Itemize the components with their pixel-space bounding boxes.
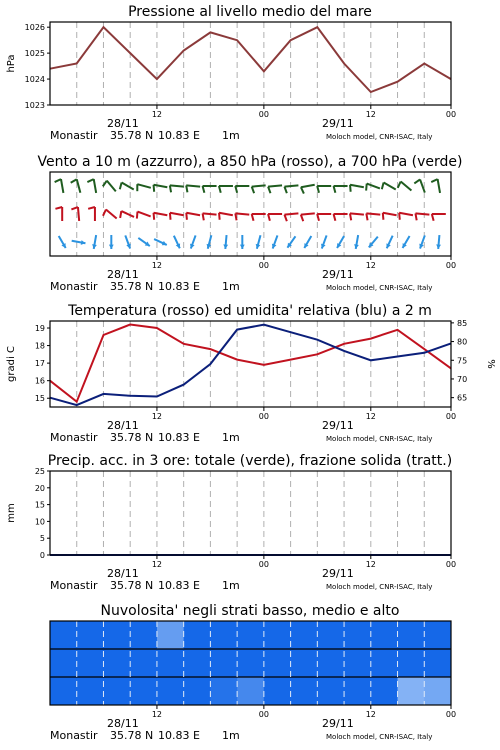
longitude: 10.83 E	[158, 579, 200, 592]
cloud-cell	[317, 677, 344, 705]
y-tick-label: 0	[39, 551, 45, 560]
barb-flag	[252, 187, 254, 194]
y-tick-label: 17	[34, 359, 45, 369]
arrow-head	[109, 245, 114, 249]
wind-barb	[203, 186, 217, 193]
model-credit: Moloch model, CNR-ISAC, Italy	[326, 733, 433, 741]
barb-flag	[154, 185, 155, 192]
barb-flag	[382, 183, 384, 190]
cloud-cell	[264, 649, 291, 677]
y-tick-label: 18	[34, 341, 45, 351]
panel-4	[50, 603, 456, 742]
model-credit: Moloch model, CNR-ISAC, Italy	[326, 284, 433, 292]
y-tick-label: 1025	[24, 49, 45, 59]
barb-flag	[87, 179, 93, 182]
barb-flag	[154, 213, 155, 220]
barb-flag	[268, 214, 270, 221]
barb-shaft	[121, 211, 134, 217]
barb-flag	[55, 179, 61, 182]
cloud-cell	[184, 621, 211, 649]
barb-flag	[120, 211, 121, 218]
location-name: Monastir	[50, 280, 98, 293]
cloud-cell	[317, 621, 344, 649]
date-label: 28/11	[107, 717, 139, 730]
wind-arrow	[240, 235, 245, 249]
cloud-cell	[50, 677, 77, 705]
barb-flag	[432, 214, 434, 221]
barb-flag	[414, 179, 420, 183]
cloud-cell	[130, 649, 157, 677]
y-tick-label: 16	[34, 376, 45, 386]
wind-barb	[432, 214, 446, 221]
barb-shaft	[61, 179, 63, 193]
y-axis-label: mm	[6, 503, 17, 523]
y-axis-label: hPa	[6, 54, 17, 73]
y-tick-label-right: 65	[457, 393, 468, 403]
cloud-cell	[157, 649, 184, 677]
location-name: Monastir	[50, 129, 98, 142]
wind-barb	[366, 213, 380, 220]
cloud-cell	[371, 677, 398, 705]
x-tick-label: 12	[151, 261, 163, 270]
cloud-cell	[344, 621, 371, 649]
barb-shaft	[154, 185, 168, 187]
wind-barb	[137, 184, 151, 191]
wind-barb	[88, 207, 95, 221]
wind-arrow	[190, 235, 196, 248]
barb-flag	[120, 183, 122, 190]
cloud-cell	[291, 621, 318, 649]
barb-shaft	[350, 213, 364, 214]
barb-flag	[103, 210, 106, 216]
barb-shaft	[401, 182, 412, 191]
barb-flag	[170, 213, 171, 220]
arrow-head	[436, 244, 441, 249]
cloud-cell	[157, 677, 184, 705]
y-tick-label-right: 75	[457, 356, 468, 366]
cloud-cell	[237, 621, 264, 649]
barb-shaft	[301, 213, 315, 214]
wind-barb	[170, 185, 184, 192]
date-label: 28/11	[107, 419, 139, 432]
x-tick-label: 00	[258, 412, 269, 421]
barb-shaft	[94, 179, 96, 193]
cloud-cell	[424, 677, 451, 705]
x-tick-label: 12	[365, 710, 376, 719]
elevation: 1m	[222, 729, 240, 742]
location-name: Monastir	[50, 579, 98, 592]
barb-flag	[268, 187, 270, 194]
cloud-cell	[77, 621, 104, 649]
x-tick-label: 12	[151, 412, 163, 421]
wind-barb	[431, 179, 440, 193]
barb-shaft	[268, 185, 282, 186]
wind-barb	[186, 213, 200, 220]
model-credit: Moloch model, CNR-ISAC, Italy	[326, 435, 433, 443]
cloud-cell	[184, 677, 211, 705]
panel-title: Precip. acc. in 3 ore: totale (verde), frazione solida (tratt.)	[47, 453, 453, 469]
y-tick-label: 20	[34, 483, 45, 493]
x-tick-label: 12	[151, 110, 163, 119]
y-axis-label: gradi C	[6, 346, 17, 382]
wind-arrow	[386, 236, 392, 249]
barb-flag	[334, 214, 336, 221]
y-tick-label: 1023	[24, 101, 45, 110]
wind-barb	[382, 183, 396, 190]
cloud-cell	[371, 621, 398, 649]
barb-shaft	[137, 184, 151, 188]
barb-shaft	[284, 213, 298, 214]
barb-flag	[252, 214, 254, 221]
barb-shaft	[77, 179, 81, 193]
barb-shaft	[78, 207, 79, 221]
barb-flag	[170, 185, 171, 192]
cloud-cell	[264, 621, 291, 649]
wind-barb	[317, 214, 331, 221]
panel-title: Temperatura (rosso) ed umidita' relativa (blu) a 2 m	[68, 303, 432, 319]
wind-barb	[399, 213, 413, 220]
barb-shaft	[252, 185, 266, 186]
panel-2	[6, 303, 496, 444]
panel-1	[37, 154, 462, 293]
x-tick-label: 12	[365, 261, 376, 270]
barb-flag	[317, 214, 319, 221]
x-tick-label: 00	[258, 710, 269, 719]
date-label: 29/11	[322, 717, 354, 730]
latitude: 35.78 N	[110, 280, 154, 293]
date-label: 28/11	[107, 268, 139, 281]
cloud-cell	[291, 677, 318, 705]
barb-flag	[350, 213, 351, 220]
wind-arrow	[354, 235, 359, 249]
wind-arrow	[59, 236, 66, 248]
barb-flag	[88, 207, 95, 209]
wind-barb	[71, 179, 81, 193]
cloud-cell	[130, 677, 157, 705]
latitude: 35.78 N	[110, 431, 154, 444]
barb-shaft	[284, 185, 298, 186]
y-axis-label-right: %	[485, 359, 496, 369]
y-tick-label-right: 85	[457, 318, 468, 328]
barb-flag	[350, 185, 351, 192]
y-tick-label: 1024	[24, 75, 45, 85]
wind-barb	[301, 213, 315, 221]
barb-shaft	[384, 183, 396, 190]
wind-arrow	[369, 237, 378, 248]
x-tick-label: 00	[445, 412, 457, 421]
location-name: Monastir	[50, 431, 98, 444]
wind-barb	[350, 213, 364, 220]
x-tick-label: 00	[445, 110, 457, 119]
x-tick-label: 00	[445, 710, 457, 719]
cloud-cell	[103, 649, 130, 677]
series-line	[50, 27, 451, 92]
x-tick-label: 00	[258, 110, 269, 119]
wind-barb	[301, 185, 315, 194]
date-label: 29/11	[322, 419, 354, 432]
cloud-cell	[264, 677, 291, 705]
cloud-cell	[210, 621, 237, 649]
wind-arrow	[223, 235, 228, 249]
date-label: 29/11	[322, 268, 354, 281]
wind-barb	[87, 179, 96, 193]
barb-flag	[415, 213, 416, 220]
barb-shaft	[301, 185, 315, 187]
wind-barb	[103, 181, 116, 192]
barb-shaft	[383, 213, 397, 215]
x-tick-label: 00	[445, 560, 457, 569]
panel-title: Nuvolosita' negli strati basso, medio e alto	[100, 603, 400, 619]
wind-barb	[103, 210, 117, 219]
barb-flag	[317, 186, 319, 193]
barb-flag	[284, 187, 286, 194]
y-tick-label: 5	[39, 534, 45, 544]
barb-flag	[334, 186, 336, 193]
barb-shaft	[235, 213, 249, 214]
cloud-cell	[103, 621, 130, 649]
wind-barb	[120, 211, 134, 218]
wind-barb	[415, 213, 429, 220]
barb-shaft	[106, 210, 117, 219]
y-tick-label-right: 70	[457, 374, 468, 384]
cloud-cell	[184, 649, 211, 677]
wind-arrow	[321, 235, 327, 248]
wind-barb	[383, 213, 397, 220]
barb-shaft	[186, 213, 200, 215]
barb-flag	[186, 213, 187, 220]
latitude: 35.78 N	[110, 129, 154, 142]
barb-flag	[284, 215, 286, 222]
barb-flag	[366, 184, 367, 191]
wind-barb	[268, 185, 282, 193]
longitude: 10.83 E	[158, 729, 200, 742]
cloud-cell	[317, 649, 344, 677]
barb-shaft	[415, 213, 429, 214]
x-tick-label: 00	[445, 261, 457, 270]
barb-shaft	[367, 184, 380, 189]
cloud-cell	[237, 677, 264, 705]
x-tick-label: 12	[365, 560, 376, 569]
barb-shaft	[219, 213, 233, 215]
date-label: 28/11	[107, 567, 139, 580]
barb-shaft	[438, 179, 440, 193]
x-tick-label: 12	[151, 710, 163, 719]
wind-barb	[154, 185, 168, 192]
panel-title: Pressione al livello medio del mare	[128, 4, 372, 20]
cloud-cell	[130, 621, 157, 649]
panel-0	[6, 4, 456, 142]
y-tick-label-right: 80	[457, 337, 468, 347]
date-label: 28/11	[107, 117, 139, 130]
series-line	[50, 325, 451, 405]
wind-arrow	[304, 236, 311, 248]
model-credit: Moloch model, CNR-ISAC, Italy	[326, 133, 433, 141]
barb-shaft	[122, 183, 134, 190]
wind-barb	[219, 186, 233, 193]
cloud-cell	[210, 677, 237, 705]
wind-barb	[334, 214, 348, 221]
wind-barb	[203, 213, 217, 220]
wind-arrow	[403, 236, 410, 248]
barb-flag	[71, 207, 78, 209]
elevation: 1m	[222, 579, 240, 592]
barb-flag	[301, 215, 303, 222]
wind-arrow	[109, 235, 114, 249]
elevation: 1m	[222, 431, 240, 444]
wind-barb	[186, 185, 200, 192]
wind-barb	[71, 207, 79, 221]
date-label: 29/11	[322, 117, 354, 130]
date-label: 29/11	[322, 567, 354, 580]
barb-flag	[235, 213, 236, 220]
panel-title: Vento a 10 m (azzurro), a 850 hPa (rosso), a 700 hPa (verde)	[37, 154, 463, 170]
x-tick-label: 12	[365, 110, 376, 119]
cloud-cell	[344, 649, 371, 677]
barb-shaft	[170, 213, 184, 215]
barb-shaft	[350, 185, 364, 187]
y-tick-label: 1026	[24, 23, 45, 33]
wind-barb	[398, 182, 412, 191]
wind-arrow	[154, 239, 167, 245]
y-tick-label: 15	[34, 500, 45, 510]
barb-flag	[219, 213, 220, 220]
barb-shaft	[107, 181, 116, 192]
barb-flag	[399, 213, 400, 220]
longitude: 10.83 E	[158, 280, 200, 293]
barb-flag	[186, 185, 187, 192]
barb-flag	[431, 179, 437, 182]
wind-barb	[350, 185, 364, 192]
y-tick-label: 25	[34, 467, 45, 476]
barb-shaft	[154, 213, 168, 215]
x-tick-label: 12	[151, 560, 163, 569]
wind-arrow	[337, 236, 344, 248]
barb-flag	[203, 213, 204, 220]
arrow-head	[223, 244, 228, 249]
model-credit: Moloch model, CNR-ISAC, Italy	[326, 583, 433, 591]
cloud-cell	[371, 649, 398, 677]
wind-barb	[154, 213, 168, 220]
cloud-cell	[237, 649, 264, 677]
barb-flag	[398, 182, 401, 188]
wind-arrow	[256, 235, 261, 249]
elevation: 1m	[222, 280, 240, 293]
cloud-cell	[103, 677, 130, 705]
barb-shaft	[366, 213, 380, 214]
x-tick-label: 00	[258, 560, 269, 569]
barb-flag	[137, 212, 138, 219]
cloud-cell	[424, 621, 451, 649]
cloud-cell	[77, 677, 104, 705]
latitude: 35.78 N	[110, 729, 154, 742]
cloud-cell	[398, 649, 425, 677]
cloud-cell	[50, 649, 77, 677]
cloud-cell	[424, 649, 451, 677]
longitude: 10.83 E	[158, 431, 200, 444]
barb-flag	[55, 207, 62, 209]
wind-arrow	[174, 236, 180, 249]
wind-barb	[284, 185, 298, 193]
location-name: Monastir	[50, 729, 98, 742]
wind-barb	[284, 213, 298, 221]
barb-flag	[366, 213, 367, 220]
wind-arrow	[92, 235, 97, 249]
series-line	[50, 325, 451, 402]
barb-flag	[219, 186, 221, 193]
x-tick-label: 00	[258, 261, 269, 270]
barb-shaft	[203, 213, 217, 214]
wind-barb	[317, 186, 331, 193]
longitude: 10.83 E	[158, 129, 200, 142]
cloud-cell	[157, 621, 184, 649]
cloud-cell	[50, 621, 77, 649]
wind-barb	[170, 213, 184, 220]
wind-arrow	[272, 235, 278, 248]
wind-barb	[55, 207, 62, 221]
wind-barb	[55, 179, 64, 193]
wind-barb	[366, 184, 380, 191]
barb-shaft	[170, 185, 184, 186]
barb-shaft	[399, 213, 413, 215]
panel-3	[6, 453, 456, 592]
x-tick-label: 12	[365, 412, 376, 421]
y-tick-label: 15	[34, 394, 45, 404]
barb-flag	[301, 187, 304, 193]
wind-barb	[120, 183, 134, 190]
barb-flag	[203, 186, 205, 193]
wind-arrow	[72, 240, 86, 245]
wind-arrow	[287, 236, 295, 247]
barb-shaft	[186, 185, 200, 186]
y-tick-label: 10	[34, 517, 45, 527]
wind-barb	[268, 214, 282, 221]
barb-shaft	[137, 212, 150, 217]
cloud-cell	[291, 649, 318, 677]
cloud-cell	[398, 621, 425, 649]
latitude: 35.78 N	[110, 579, 154, 592]
cloud-cell	[77, 649, 104, 677]
cloud-cell	[398, 677, 425, 705]
y-tick-label: 19	[34, 324, 45, 334]
wind-barb	[334, 186, 348, 193]
wind-barb	[219, 213, 233, 220]
barb-flag	[71, 179, 77, 183]
wind-arrow	[436, 235, 441, 249]
wind-barb	[137, 212, 151, 219]
cloud-cell	[210, 649, 237, 677]
wind-barb	[414, 179, 425, 192]
elevation: 1m	[222, 129, 240, 142]
barb-flag	[383, 213, 384, 220]
cloud-cell	[344, 677, 371, 705]
arrow-head	[240, 245, 245, 249]
wind-arrow	[138, 238, 149, 246]
plot-frame	[50, 471, 451, 555]
